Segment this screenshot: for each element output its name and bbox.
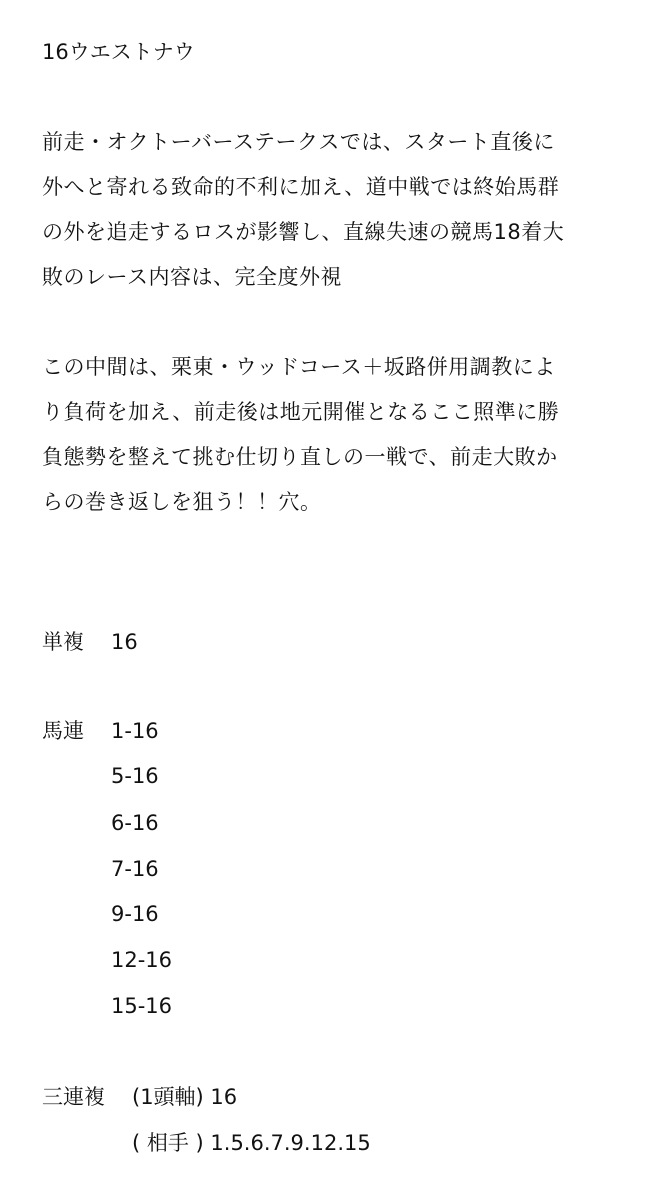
text-line: 外へと寄れる致命的不利に加え、道中戦では終始馬群 (42, 175, 560, 199)
axis-horse: (1頭軸) 16 (132, 1085, 238, 1109)
partner-horses: ( 相手 ) 1.5.6.7.9.12.15 (132, 1131, 371, 1155)
text-line: この中間は、栗東・ウッドコース＋坂路併用調教によ (42, 355, 556, 379)
text-line: り負荷を加え、前走後は地元開催となるここ照準に勝 (42, 400, 560, 424)
bet-label: 単複 (42, 630, 84, 654)
text-line: 前走・オクトーバーステークスでは、スタート直後に (42, 130, 555, 154)
combination: 6-16 (111, 811, 159, 835)
combination: 1-16 (111, 719, 159, 743)
combination: 12-16 (111, 948, 173, 972)
text-line: 負態勢を整えて挑む仕切り直しの一戦で、前走大敗か (42, 445, 558, 469)
horse-title: 16ウエストナウ (42, 40, 195, 64)
bet-label: 馬連 (42, 719, 84, 743)
combination: 9-16 (111, 902, 159, 926)
text-line: 敗のレース内容は、完全度外視 (42, 265, 342, 289)
combination: 15-16 (111, 994, 173, 1018)
text-line: らの巻き返しを狙う！！穴。 (42, 490, 322, 514)
text-line: の外を追走するロスが影響し、直線失速の競馬18着大 (42, 220, 565, 244)
bet-label: 三連複 (42, 1085, 105, 1109)
combination: 5-16 (111, 764, 159, 788)
combination: 7-16 (111, 857, 159, 881)
bet-value: 16 (111, 630, 138, 654)
